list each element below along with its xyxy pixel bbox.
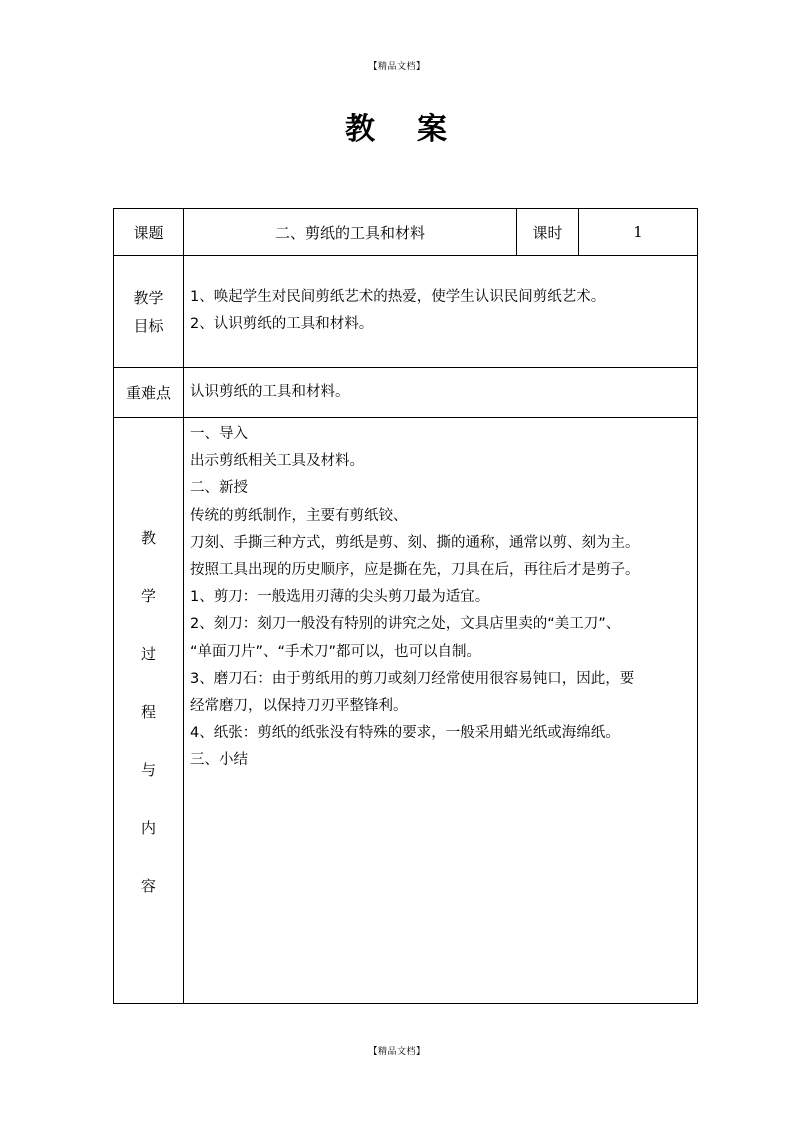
- key-point-value: 认识剪纸的工具和材料。: [190, 384, 350, 400]
- process-line: 二、新授: [190, 480, 248, 497]
- process-label-char: 学: [140, 587, 156, 605]
- process-label-char: 容: [140, 877, 156, 895]
- row-divider: [114, 417, 697, 418]
- process-line: 出示剪纸相关工具及材料。: [190, 453, 364, 470]
- process-line: 三、小结: [190, 752, 248, 769]
- goals-label-line-2: 目标: [133, 316, 164, 335]
- goal-item: 1、唤起学生对民间剪纸艺术的热爱，使学生认识民间剪纸艺术。: [190, 289, 606, 305]
- goals-content: [190, 284, 695, 338]
- period-label: 课时: [532, 223, 563, 242]
- row-divider: [114, 367, 697, 368]
- key-point-label: 重难点: [125, 384, 171, 402]
- process-label-char: 与: [140, 761, 156, 779]
- document-title: [0, 104, 794, 148]
- process-label-char: 程: [140, 703, 156, 721]
- process-label: [114, 509, 183, 915]
- process-line: 按照工具出现的历史顺序，应是撕在先，刀具在后，再往后才是剪子。: [190, 562, 640, 579]
- process-label-char: 内: [140, 819, 156, 837]
- process-line: 2、刻刀：刻刀一般没有特别的讲究之处，文具店里卖的“美工刀”、: [190, 616, 621, 633]
- process-line: 4、纸张：剪纸的纸张没有特殊的要求，一般采用蜡光纸或海绵纸。: [190, 725, 620, 742]
- process-line: 传统的剪纸制作，主要有剪纸铰、: [190, 507, 408, 524]
- process-line: 经常磨刀，以保持刀刃平整锋利。: [190, 698, 408, 715]
- lesson-plan-table: [113, 208, 698, 1004]
- header-tag: 【精品文档】: [368, 62, 426, 72]
- process-line: 1、剪刀：一般选用刃薄的尖头剪刀最为适宜。: [190, 589, 490, 606]
- footer-tag: 【精品文档】: [368, 1047, 426, 1057]
- title-char-1: 教: [345, 112, 377, 147]
- title-char-2: 案: [417, 112, 449, 147]
- goals-label: [114, 256, 183, 367]
- process-line: 刀刻、手撕三种方式，剪纸是剪、刻、撕的通称，通常以剪、刻为主。: [190, 534, 640, 551]
- process-label-char: 过: [140, 645, 156, 663]
- process-line: “单面刀片”、“手术刀”都可以，也可以自制。: [190, 643, 482, 660]
- goal-item: 2、认识剪纸的工具和材料。: [190, 316, 374, 333]
- column-divider: [183, 209, 184, 1003]
- topic-value: 二、剪纸的工具和材料: [274, 223, 425, 242]
- row-divider: [114, 255, 697, 256]
- process-content: [190, 421, 695, 775]
- goals-label-line-1: 教学: [133, 288, 164, 307]
- process-line: 3、磨刀石：由于剪纸用的剪刀或刻刀经常使用很容易钝口，因此，要: [190, 670, 635, 687]
- process-label-char: 教: [140, 529, 156, 547]
- topic-label: 课题: [133, 223, 164, 242]
- period-value: 1: [633, 223, 643, 241]
- process-line: 一、导入: [190, 426, 248, 442]
